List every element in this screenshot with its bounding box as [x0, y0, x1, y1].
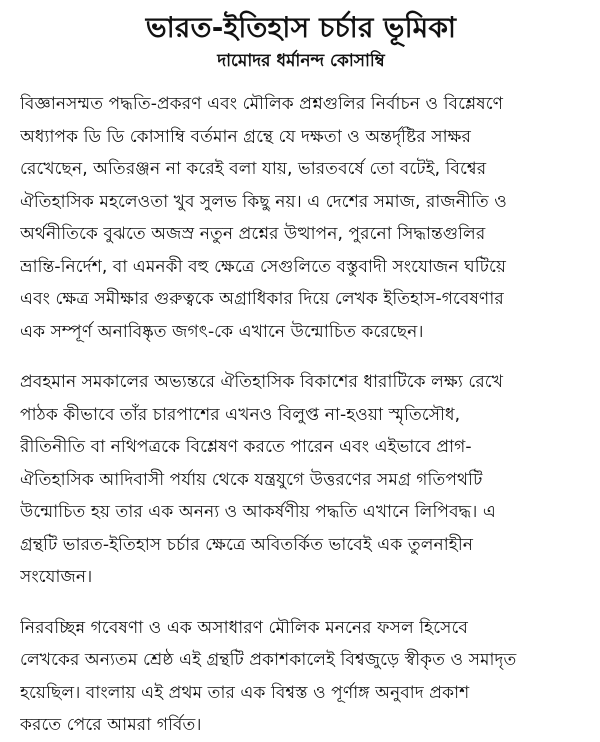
text-line: অধ্যাপক ডি ডি কোসাম্বি বর্তমান গ্রন্থে যে দক্ষতা ও অন্তর্দৃষ্টির সাক্ষর — [20, 126, 471, 147]
text-line: এবং ক্ষেত্র সমীক্ষার গুরুত্বকে অগ্রাধিকার দিয়ে লেখক ইতিহাস-গবেষণার — [20, 289, 504, 309]
text-line: নিরবচ্ছিন্ন গবেষণা ও এক অসাধারণ মৌলিক মননের ফসল হিসেবে — [20, 617, 468, 638]
text-line: ঐতিহাসিক মহলেওতা খুব সুলভ কিছু নয়। এ দেশের সমাজ, রাজনীতি ও — [20, 191, 507, 212]
text-line: বিজ্ঞানসম্মত পদ্ধতি-প্রকরণ এবং মৌলিক প্রশ্নগুলির নির্বাচন ও বিশ্লেষণে — [20, 94, 504, 114]
paragraph-2 — [20, 366, 582, 594]
paragraph-3 — [20, 612, 582, 742]
text-line: পাঠক কীভাবে তাঁর চারপাশের এখনও বিলুপ্ত না-হওয়া স্মৃতিসৌধ, — [20, 404, 461, 425]
text-line: হয়েছিল। বাংলায় এই প্রথম তার এক বিশ্বস্ত ও পূর্ণাঙ্গ অনুবাদ প্রকাশ — [20, 682, 470, 703]
text-line: প্রবহমান সমকালের অভ্যন্তরে ঐতিহাসিক বিকাশের ধারাটিকে লক্ষ্য রেখে — [20, 372, 503, 392]
text-line: করতে পেরে আমরা গর্বিত। — [20, 715, 202, 735]
page-title: ভারত-ইতিহাস চর্চার ভূমিকা — [145, 11, 457, 44]
text-line: রেখেছেন, অতিরঞ্জন না করেই বলা যায়, ভারতবর্ষে তো বটেই, বিশ্বের — [20, 159, 487, 179]
text-line: উন্মোচিত হয় তার এক অনন্য ও আকর্ষণীয় পদ্ধতি এখানে লিপিবদ্ধ। এ — [20, 502, 496, 522]
paragraph-1 — [20, 88, 582, 348]
text-line: রীতিনীতি বা নথিপত্রকে বিশ্লেষণ করতে পারেন এবং এইভাবে প্রাগ- — [20, 437, 472, 457]
text-line: এক সম্পূর্ণ অনাবিষ্কৃত জগৎ-কে এখানে উন্মোচিত করেছেন। — [20, 321, 424, 342]
text-line: সংযোজন। — [20, 567, 93, 587]
text-line: ভ্রান্তি-নির্দেশ, বা এমনকী বহু ক্ষেত্রে সেগুলিতে বস্তুবাদী সংযোজন ঘটিয়ে — [20, 256, 507, 277]
text-line: গ্রন্থটি ভারত-ইতিহাস চর্চার ক্ষেত্রে অবিতর্কিত ভাবেই এক তুলনাহীন — [20, 534, 473, 555]
text-line: অর্থনীতিকে বুঝতে অজস্র নতুন প্রশ্নের উত্থাপন, পুরনো সিদ্ধান্তগুলির — [20, 224, 486, 244]
text-line: লেখকের অন্যতম শ্রেষ্ঠ এই গ্রন্থটি প্রকাশকালেই বিশ্বজুড়ে স্বীকৃত ও সমাদৃত — [20, 650, 517, 670]
text-line: ঐতিহাসিক আদিবাসী পর্যায় থেকে যন্ত্রযুগে উত্তরণের সমগ্র গতিপথটি — [20, 469, 483, 490]
author-name: দামোদর ধর্মানন্দ কোসাম্বি — [217, 51, 385, 71]
